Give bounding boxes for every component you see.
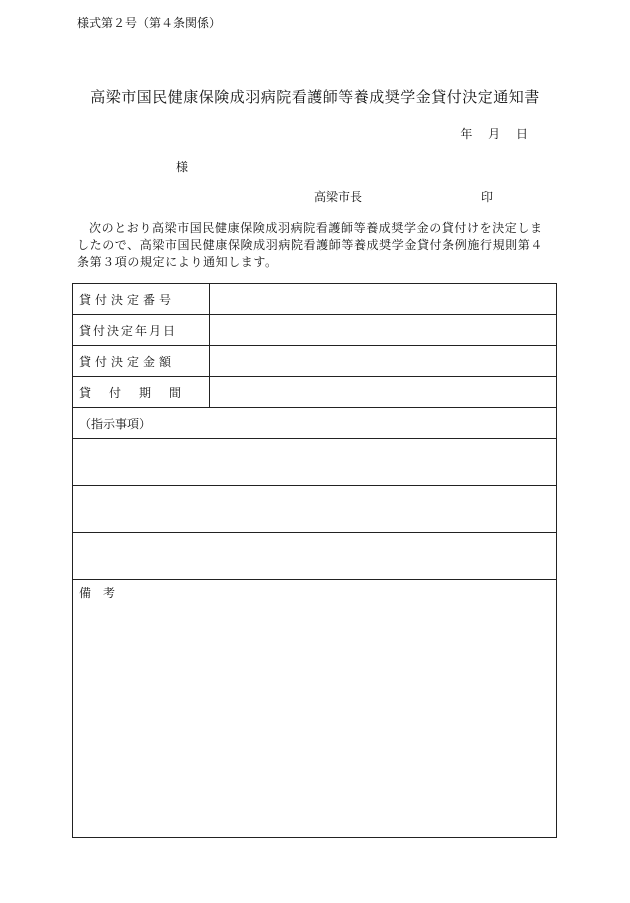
loan-number-value[interactable] — [210, 284, 557, 315]
table-row — [73, 377, 557, 408]
instructions-line[interactable] — [73, 533, 557, 580]
loan-period-value[interactable] — [210, 377, 557, 408]
notice-body: 次のとおり高梁市国民健康保険成羽病院看護師等養成奨学金の貸付けを決定しましたので、高梁市国民健康保険成羽病院看護師等養成奨学金貸付条例施行規則第４条第３項の規定により通知します。 — [77, 221, 543, 269]
table-row — [73, 346, 557, 377]
date-line: 年 月 日 — [460, 127, 534, 141]
loan-period-label: 貸付期間 — [73, 377, 210, 408]
issuer-name: 高梁市長 — [314, 190, 363, 204]
addressee-suffix: 様 — [176, 160, 189, 174]
instructions-line-2 — [73, 486, 557, 533]
table-row — [73, 284, 557, 315]
loan-date-label: 貸付決定年月日 — [73, 315, 210, 346]
remarks-row — [73, 580, 557, 838]
loan-date-value[interactable] — [210, 315, 557, 346]
loan-amount-value[interactable] — [210, 346, 557, 377]
remarks-label[interactable]: 備 考 — [73, 580, 557, 838]
loan-decision-table — [72, 283, 557, 838]
instructions-line-1 — [73, 439, 557, 486]
document-title: 高梁市国民健康保険成羽病院看護師等養成奨学金貸付決定通知書 — [90, 88, 540, 106]
instructions-header-row — [73, 408, 557, 439]
instructions-label: （指示事項） — [73, 408, 557, 439]
form-number: 様式第２号（第４条関係） — [77, 16, 222, 30]
instructions-line-3 — [73, 533, 557, 580]
instructions-line[interactable] — [73, 486, 557, 533]
instructions-line[interactable] — [73, 439, 557, 486]
seal-mark: 印 — [481, 190, 494, 204]
loan-number-label: 貸付決定番号 — [73, 284, 210, 315]
table-row — [73, 315, 557, 346]
loan-amount-label: 貸付決定金額 — [73, 346, 210, 377]
